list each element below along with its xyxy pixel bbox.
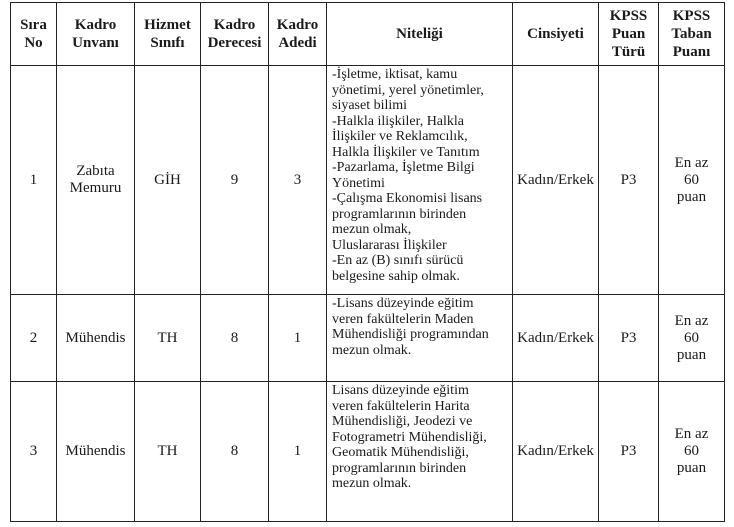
header-sira-no: Sıra No <box>11 3 57 66</box>
cell-kpss-taban-puani: En az 60 puan <box>659 66 725 295</box>
cell-kpss-puan-turu: P3 <box>599 382 659 522</box>
cell-kadro-adedi: 1 <box>269 295 327 382</box>
header-niteligi: Niteliği <box>327 3 513 66</box>
header-kpss-taban-puani: KPSS Taban Puanı <box>659 3 725 66</box>
cell-kadro-unvani: Mühendis <box>57 382 135 522</box>
header-hizmet-sinifi: Hizmet Sınıfı <box>135 3 201 66</box>
cell-hizmet-sinifi: TH <box>135 295 201 382</box>
cell-kadro-adedi: 3 <box>269 66 327 295</box>
cell-niteligi: Lisans düzeyinde eğitim veren fakültelerin Harita Mühendisliği, Jeodezi ve Fotogrametri Mühendisliği, Geomatik Mühendisliği, programlarının birinden mezun olmak. <box>327 382 513 522</box>
table-row <box>11 66 725 295</box>
header-kadro-adedi: Kadro Adedi <box>269 3 327 66</box>
cell-sira-no: 3 <box>11 382 57 522</box>
cell-kadro-adedi: 1 <box>269 382 327 522</box>
cell-hizmet-sinifi: GİH <box>135 66 201 295</box>
cell-cinsiyeti: Kadın/Erkek <box>513 295 599 382</box>
header-kadro-derecesi: Kadro Derecesi <box>201 3 269 66</box>
cell-niteligi: -İşletme, iktisat, kamu yönetimi, yerel yönetimler, siyaset bilimi -Halkla ilişkiler, Halkla İlişkiler ve Reklamcılık, Halkla İlişkiler ve Tanıtım -Pazarlama, İşletme Bilgi Yönetimi -Çalışma Ekonomisi lisans programlarının birinden mezun olmak, Uluslararası İlişkiler -En az (B) sınıfı sürücü belgesine sahip olmak. <box>327 66 513 295</box>
table-row <box>11 295 725 382</box>
cell-cinsiyeti: Kadın/Erkek <box>513 66 599 295</box>
header-kadro-unvani: Kadro Unvanı <box>57 3 135 66</box>
header-kpss-puan-turu: KPSS Puan Türü <box>599 3 659 66</box>
cell-kadro-unvani: Mühendis <box>57 295 135 382</box>
cell-kadro-unvani: Zabıta Memuru <box>57 66 135 295</box>
document-page <box>10 2 725 522</box>
cell-sira-no: 1 <box>11 66 57 295</box>
cell-niteligi: -Lisans düzeyinde eğitim veren fakültelerin Maden Mühendisliği programından mezun olmak. <box>327 295 513 382</box>
kadro-table <box>10 2 725 522</box>
header-row <box>11 3 725 66</box>
cell-sira-no: 2 <box>11 295 57 382</box>
cell-kpss-taban-puani: En az 60 puan <box>659 382 725 522</box>
cell-kpss-puan-turu: P3 <box>599 295 659 382</box>
cell-kpss-taban-puani: En az 60 puan <box>659 295 725 382</box>
header-cinsiyeti: Cinsiyeti <box>513 3 599 66</box>
cell-hizmet-sinifi: TH <box>135 382 201 522</box>
cell-kadro-derecesi: 9 <box>201 66 269 295</box>
cell-cinsiyeti: Kadın/Erkek <box>513 382 599 522</box>
cell-kadro-derecesi: 8 <box>201 382 269 522</box>
table-row <box>11 382 725 522</box>
cell-kpss-puan-turu: P3 <box>599 66 659 295</box>
cell-kadro-derecesi: 8 <box>201 295 269 382</box>
